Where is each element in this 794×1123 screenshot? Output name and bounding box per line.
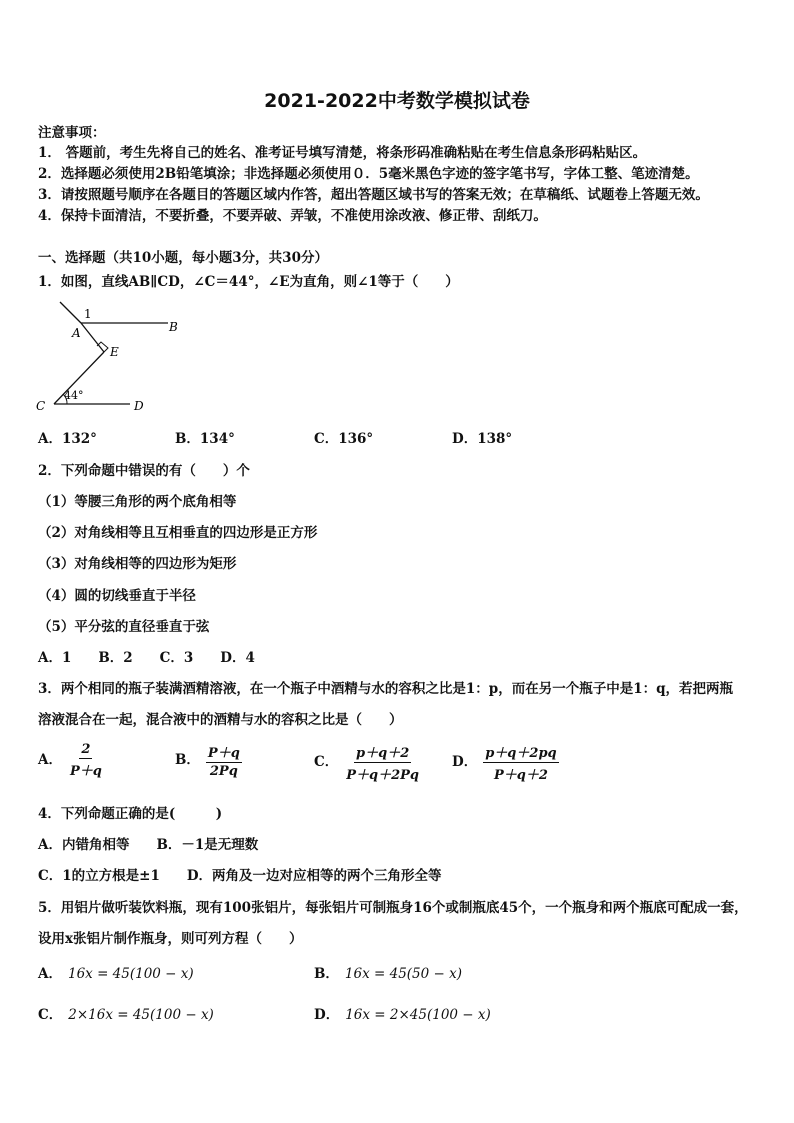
label-c: C: [36, 399, 46, 413]
q2-item-4: （4）圆的切线垂直于半径: [38, 588, 196, 604]
q5-stem-line2: 设用x张铝片制作瓶身，则可列方程（ ）: [38, 931, 303, 947]
q1-option-a: A．132°: [38, 431, 97, 447]
q2-item-1: （1）等腰三角形的两个底角相等: [38, 494, 237, 510]
q3-option-d-fraction: [483, 742, 558, 783]
q3-option-b-fraction: [206, 742, 242, 779]
notice-item-2: 2．选择题必须使用2B铅笔填涂；非选择题必须使用０．5毫米黑色字迹的签字笔书写，字体工整、笔迹清楚。: [38, 166, 699, 182]
label-d: D: [134, 399, 144, 413]
q3-option-d-num: p＋q＋2pq: [483, 742, 558, 763]
q3-option-d: [452, 742, 559, 783]
q5-option-a: [38, 962, 194, 982]
q1-figure: [34, 296, 184, 420]
q5-option-a-eq: 16x = 45(100 − x): [67, 966, 194, 982]
q4-stem: 4．下列命题正确的是( ): [38, 806, 223, 822]
q3-option-b: [175, 742, 242, 779]
q3-option-c-fraction: [344, 742, 421, 783]
q1-option-d: D．138°: [452, 431, 513, 447]
q3-option-a: [38, 742, 104, 779]
q5-option-c-eq: 2×16x = 45(100 − x): [68, 1007, 214, 1023]
q5-stem-line1: 5．用铝片做听装饮料瓶，现有100张铝片，每张铝片可制瓶身16个或制瓶底45个，一个瓶身和两个瓶底可配成一套，: [38, 900, 748, 916]
angle-label: 44°: [64, 389, 84, 402]
label-1: 1: [84, 307, 92, 321]
label-e: E: [110, 345, 119, 359]
q5-option-c-label: C．: [38, 1007, 63, 1023]
label-a: A: [72, 326, 81, 340]
q3-option-a-label: A．: [38, 752, 62, 768]
q3-option-a-den: P＋q: [69, 764, 102, 779]
q4-options-row2: C．1的立方根是±1 D．两角及一边对应相等的两个三角形全等: [38, 868, 442, 884]
q3-option-c-den: P＋q＋2Pq: [346, 768, 420, 783]
q3-option-c-label: C．: [314, 754, 339, 770]
q5-option-d: [314, 1003, 491, 1023]
q3-option-d-den: P＋q＋2: [493, 768, 548, 783]
q1-stem: 1．如图，直线AB∥CD，∠C＝44°，∠E为直角，则∠1等于（ ）: [38, 274, 459, 290]
label-b: B: [169, 320, 178, 334]
q3-option-c-num: p＋q＋2: [354, 742, 411, 763]
q3-option-d-label: D．: [452, 754, 478, 770]
notice-item-4: 4．保持卡面清洁，不要折叠，不要弄破、弄皱，不准使用涂改液、修正带、刮纸刀。: [38, 208, 547, 224]
section-heading: 一、选择题（共10小题，每小题3分，共30分）: [38, 250, 328, 266]
notice-heading: 注意事项：: [38, 125, 106, 141]
page-title: 2021-2022中考数学模拟试卷: [264, 90, 530, 112]
notice-item-3: 3．请按照题号顺序在各题目的答题区域内作答，超出答题区域书写的答案无效；在草稿纸、试题卷上答题无效。: [38, 187, 709, 203]
q3-stem-line1: 3．两个相同的瓶子装满酒精溶液，在一个瓶子中酒精与水的容积之比是1：p，而在另一个瓶子中是1：q，若把两瓶: [38, 681, 734, 697]
q3-option-c: [314, 742, 421, 783]
transversal-line: [60, 302, 81, 323]
q5-option-c: [38, 1003, 214, 1023]
q3-option-b-den: 2Pq: [209, 764, 238, 779]
segment-ae: [81, 323, 104, 352]
q5-option-b-label: B．: [314, 966, 339, 982]
q5-option-d-eq: 16x = 2×45(100 − x): [345, 1007, 491, 1023]
q5-option-d-label: D．: [314, 1007, 340, 1023]
q3-stem-line2: 溶液混合在一起，混合液中的酒精与水的容积之比是（ ）: [38, 712, 403, 728]
notice-item-1: 1． 答题前，考生先将自己的姓名、准考证号填写清楚，将条形码准确粘贴在考生信息条形码粘贴区。: [38, 145, 647, 161]
q5-option-b-eq: 16x = 45(50 − x): [344, 966, 463, 982]
q2-stem: 2．下列命题中错误的有（ ）个: [38, 463, 250, 479]
q2-item-3: （3）对角线相等的四边形为矩形: [38, 556, 237, 572]
q3-option-b-label: B．: [175, 752, 200, 768]
q4-options-row1: A．内错角相等 B．－1是无理数: [38, 837, 259, 853]
q1-option-b: B．134°: [175, 431, 235, 447]
q5-option-b: [314, 962, 462, 982]
q5-option-a-label: A．: [38, 966, 62, 982]
q3-option-a-fraction: [68, 742, 104, 779]
q3-option-a-num: 2: [81, 742, 91, 757]
q2-item-2: （2）对角线相等且互相垂直的四边形是正方形: [38, 525, 318, 541]
q2-item-5: （5）平分弦的直径垂直于弦: [38, 619, 210, 635]
q2-options: A．1 B．2 C．3 D．4: [38, 650, 255, 666]
q1-option-c: C．136°: [314, 431, 374, 447]
q3-option-b-num: P＋q: [206, 742, 242, 763]
